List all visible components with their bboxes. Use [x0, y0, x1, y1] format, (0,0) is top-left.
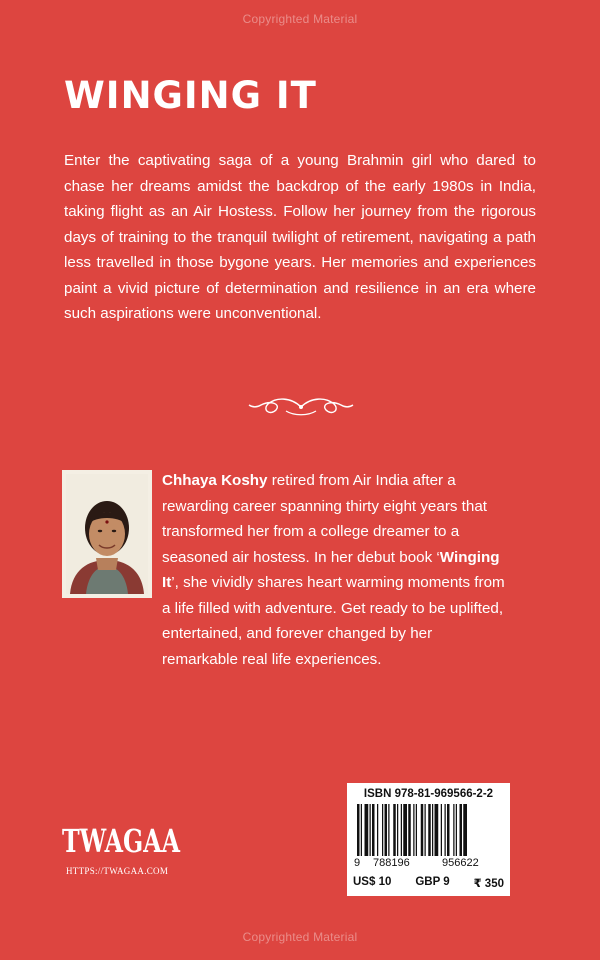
author-book-title: Winging It [162, 548, 500, 591]
price-inr: ₹ 350 [473, 878, 504, 890]
barcode-bar [408, 804, 411, 856]
barcode-bar [377, 804, 378, 856]
author-bio-text-1: retired from Air India after a rewarding career spanning thirty eight years that transformed her from a college dreamer to a seasoned air hostess. In her debut book ‘ [162, 472, 488, 566]
author-bio-text-2: ’, she vividly shares heart warming moments from a life filled with adventure. Get ready to be uplifted, entertained, and forever changed by her remarkable real life experiences. [162, 574, 505, 668]
barcode-bar [460, 804, 463, 856]
price-gbp: GBP 9 [415, 876, 450, 888]
watermark-bottom: Copyrighted Material [242, 930, 358, 944]
watermark-top: Copyrighted Material [242, 12, 358, 26]
barcode-bar [413, 804, 414, 856]
publisher-logo-text: TWAGAA [62, 822, 181, 860]
isbn-label: ISBN 978-81-969566-2-2 [363, 788, 494, 800]
barcode-digits-right: 956622 [442, 857, 479, 869]
book-blurb: Enter the captivating saga of a young Brahmin girl who dared to chase her dreams amidst the backdrop of the early 1980s in India, taking flight as an Air Hostess. Follow her journey from the rigorous days of training to the tranquil twilight of retirement, navigating a path less travelled in those bygone years. Her memories and experiences paint a vivid picture of determination and resilience in an era where such aspirations were unconventional. [64, 152, 536, 322]
barcode-bar [357, 804, 360, 856]
author-name: Chhaya Koshy [162, 472, 268, 489]
barcode-bar [393, 804, 396, 856]
barcode-bar [432, 804, 433, 856]
barcode-bar [401, 804, 402, 856]
barcode-bar [463, 804, 467, 856]
barcode-bar [365, 804, 369, 856]
barcode-bar [382, 804, 383, 856]
barcode-bar [441, 804, 442, 856]
price-row [353, 876, 504, 890]
barcode-bar [428, 804, 431, 856]
barcode-bar [453, 804, 454, 856]
barcode-bar [456, 804, 457, 856]
barcode-bar [370, 804, 371, 856]
barcode-bar [372, 804, 375, 856]
author-bio [162, 468, 508, 672]
barcode-box [347, 783, 510, 896]
author-portrait [66, 474, 148, 594]
barcode-bar [435, 804, 439, 856]
publisher-url: HTTPS://TWAGAA.COM [66, 866, 169, 876]
barcode-bar [361, 804, 362, 856]
barcode-bar [385, 804, 388, 856]
barcode-bar [425, 804, 426, 856]
ornament-swirl-icon [246, 392, 356, 422]
barcode-digits-left: 788196 [373, 857, 410, 869]
barcode-bar [445, 804, 446, 856]
barcode-bar [388, 804, 389, 856]
author-photo [62, 470, 152, 598]
barcode-bar [403, 804, 407, 856]
book-title: WINGING IT [64, 74, 317, 117]
barcode-digit-lead: 9 [354, 857, 361, 869]
price-usd: US$ 10 [353, 876, 392, 888]
barcode-bar [447, 804, 450, 856]
barcode-bar [397, 804, 398, 856]
barcode-bar [421, 804, 424, 856]
publisher-logo [62, 822, 180, 858]
barcode-bar [416, 804, 417, 856]
barcode-icon [357, 804, 500, 856]
